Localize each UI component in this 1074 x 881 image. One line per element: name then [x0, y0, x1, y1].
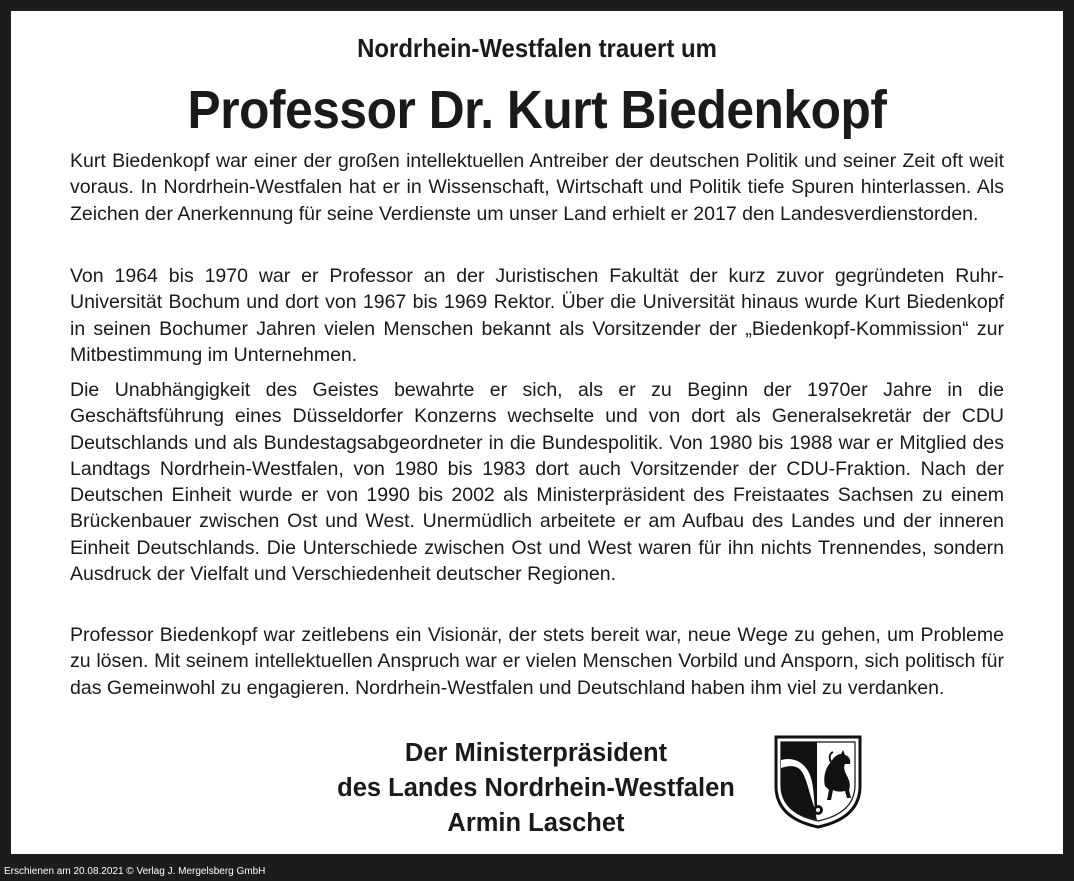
body-paragraph-3: Die Unabhängigkeit des Geistes bewahrte er sich, als er zu Beginn der 1970er Jahre in die Geschäftsführung eines Düsseldorfer Konzerns wechselte und von dort als Generalsekretär der CDU Deutschlands und als Bundestagsabgeordneter in die Bundespolitik. Von 1980 bis 1988 war er Mitglied des Landtags Nordrhein-Westfalen, von 1980 bis 1983 dort auch Vorsitzender der CDU-Fraktion. Nach der Deutschen Einheit wurde er von 1990 bis 2002 als Ministerpräsident des Freistaates Sachsen zu einem Brückenbauer zwischen Ost und West. Unermüdlich arbeitete er am Aufbau des Landes und der inneren Einheit Deutschlands. Die Unterschiede zwischen Ost und West waren für ihn nichts Trennendes, sondern Ausdruck der Vielfalt und Verschiedenheit deutscher Regionen. [70, 379, 1004, 586]
deceased-name-title: Professor Dr. Kurt Biedenkopf [187, 80, 887, 140]
publication-footer: Erschienen am 20.08.2021 © Verlag J. Mergelsberg GmbH [4, 866, 266, 877]
body-paragraph-1: Kurt Biedenkopf war einer der großen intellektuellen Antreiber der deutschen Politik und seiner Zeit oft weit voraus. In Nordrhein-Westfalen hat er in Wissenschaft, Wirtschaft und Politik tiefe Spuren hinterlassen. Als Zeichen der Anerkennung für seine Verdienste um unser Land erhielt er 2017 den Landesverdienstorden. [70, 150, 1004, 225]
nrw-coat-of-arms-icon [773, 734, 863, 830]
signature-line-name: Armin Laschet [447, 809, 625, 837]
signature-line-title: Der Ministerpräsident [404, 739, 668, 767]
body-paragraph-2: Von 1964 bis 1970 war er Professor an der Juristischen Fakultät der kurz zuvor gegründeten Ruhr-Universität Bochum und dort von 1967 bis 1969 Rektor. Über die Universität hinaus wurde Kurt Biedenkopf in seinen Bochumer Jahren vielen Menschen bekannt als Vorsitzender der „Biedenkopf-Kommission“ zur Mitbestimmung im Unternehmen. [70, 265, 1004, 366]
signature-line-office: des Landes Nordrhein-Westfalen [337, 774, 735, 802]
notice-kicker: Nordrhein-Westfalen trauert um [357, 33, 717, 63]
signature-block [321, 736, 751, 841]
obituary-notice [11, 11, 1063, 854]
body-paragraph-4: Professor Biedenkopf war zeitlebens ein Visionär, der stets bereit war, neue Wege zu gehen, um Probleme zu lösen. Mit seinem intellektuellen Anspruch war er vielen Menschen Vorbild und Ansporn, sich politisch für das Gemeinwohl zu engagieren. Nordrhein-Westfalen und Deutschland haben ihm viel zu verdanken. [70, 624, 1004, 699]
